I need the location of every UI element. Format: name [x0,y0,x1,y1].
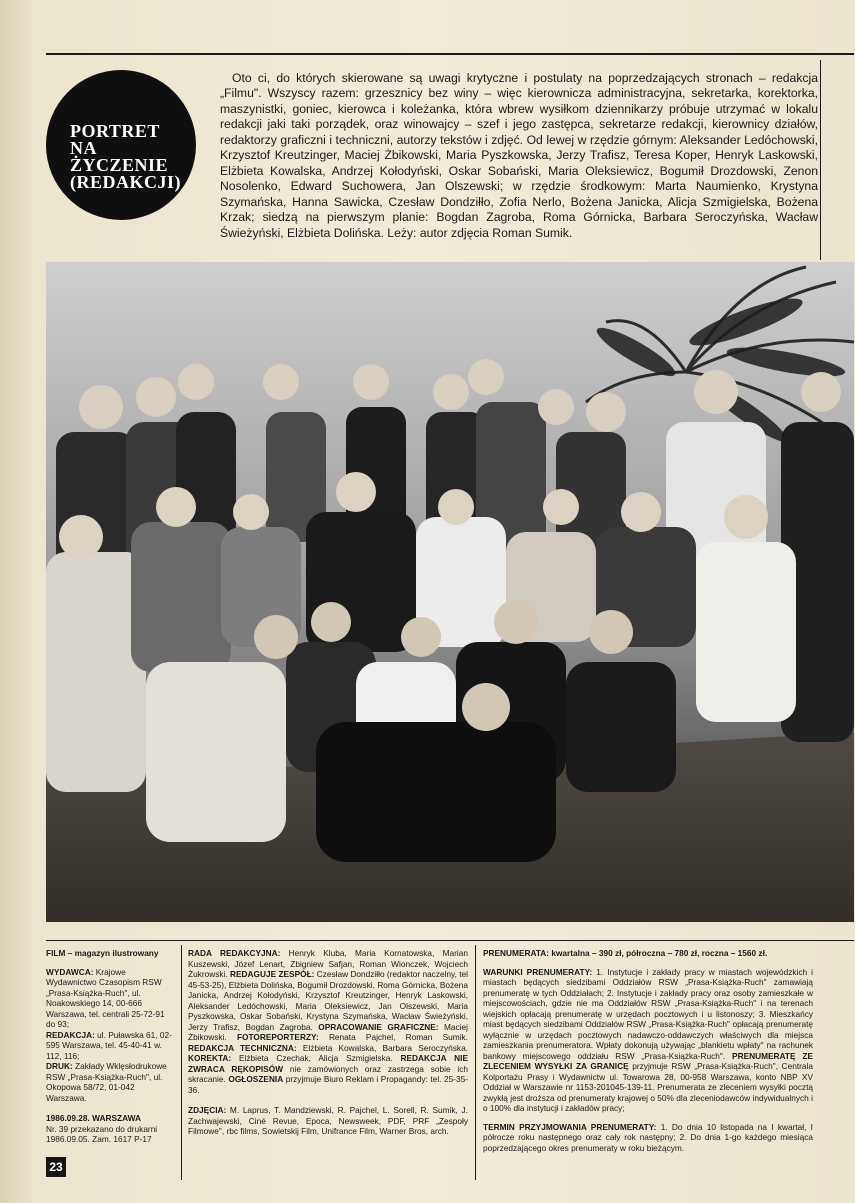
photo-text: Renata Pajchel, Roman Sumik. [318,1032,468,1042]
team-text: Czesław Dondziłło (redaktor naczelny, tel 45-53-25), Elżbieta Dolińska, Bogumił Drozdowski, Roma Górnicka, Bożena Janicka, Andrzej Kołodyński, Krzysztof Kreutzinger, Henryk Laskowski, Aleksander Ledóchowski, Maria Oleksiewicz, Jan Olszewski, Maria Pyszkowska, Oskar Sobański, Krystyna Szymańska, Wacław Świeżyński, Jerzy Trafisz, Bogdan Zagroba. [188,969,468,1032]
group-photo [46,262,854,922]
credits-label: ZDJĘCIA: [188,1105,227,1115]
col-rule-1 [181,945,182,1180]
photo-label: FOTOREPORTERZY: [236,1032,319,1042]
intro-paragraph: Oto ci, do których skierowane są uwagi krytyczne i postulaty na poprzedzających stronach – redakcja „Filmu". Wszyscy razem: grzesznicy bez winy – więc kierownicza administracyjna, sekretarka, korektorka, maszynistki, goniec, kierowca i koleżanka, która wbrew wysiłkom dziennikarzy próbuje utrzymać w lokalu redakcji jaki taki porządek, oraz winowajcy – szef i jego zastępca, sekretarze redakcji, kierownicy działów, redaktorzy graficzni i techniczni, autorzy tekstów i zdjęć. Od lewej w rzędzie górnym: Aleksander Ledóchowski, Krzysztof Kreutzinger, Maciej Żbikowski, Maria Pyszkowska, Jerzy Trafisz, Teresa Koper, Henryk Laskowski, Elżbieta Kowalska, Andrzej Kołodyński, Oskar Sobański, Maria Oleksiewicz, Bogumił Drozdowski, Zenon Nosolenko, Edward Suchowera, Jan Olszewski; w rzędzie środkowym: Marta Naumienko, Krystyna Szymańska, Hanna Sawicka, Czesław Dondziłło, Zofia Nerlo, Bożena Janicka, Alicja Szmigielska, Bożena Krzak; siedzą na pierwszym planie: Bogdan Zagroba, Roma Górnicka, Barbara Seroczyńska, Wacław Świeżyński, Elżbieta Dolińska. Leży: autor zdjęcia Roman Sumik. [220,71,818,240]
proof-label: KOREKTA: [188,1053,232,1063]
terms-label: WARUNKI PRENUMERATY: [483,966,593,977]
issue-info: Nr. 39 przekazano do drukarni 1986.09.05. Zam. 1617 P-17 [46,1123,158,1144]
terms-text: 1. Instytucje i zakłady pracy w miastach wojewódzkich i miastach będących siedzibami Oddziałów RSW „Prasa-Książka-Ruch" zamawiają prenumeratę w tych Oddziałach; 2. Instytucje i zakłady pracy oraz osoby zamieszkałe w miejscowościach, gdzie nie ma Oddziałów RSW „Prasa-Książka-Ruch" i na terenach wiejskich opłacają prenumeratę w urzędach pocztowych i u listonoszy; 3. Mieszkańcy miast będących siedzibami Oddziałów RSW „Prasa-Książka-Ruch" opłacają prenumeratę wyłącznie w urzędach pocztowych nadawczo-oddawczych właściwych dla miejsca zamieszkania prenumeratora. Wpłaty dokonują używając „blankietu wpłaty" na rachunek bankowy miejscowego oddziału RSW „Prasa-Książka-Ruch". [483,966,813,1061]
graphics-label: OPRACOWANIE GRAFICZNE: [318,1021,439,1032]
issue-date: 1986.09.28. WARSZAWA [46,1113,141,1123]
board-text: Henryk Kluba, Maria Kornatowska, Marian Kuszewski, Józef Lenart, Zbigniew Safjan, Roman Wionczek, Wojciech Żukrowski. [188,948,468,979]
tech-text: Elżbieta Kowalska, Barbara Seroczyńska. [296,1042,468,1053]
col-rule-2 [475,945,476,1180]
masthead: FILM – magazyn ilustrowany [46,948,159,958]
subscription-prices: PRENUMERATA: kwartalna – 390 zł, półroczna – 780 zł, roczna – 1560 zł. [483,948,768,958]
photo-credits [188,1105,468,1137]
badge-line-3: ŻYCZENIE [70,155,169,175]
editorial-board [188,948,468,1095]
deadline-text: 1. Do dnia 10 listopada na I kwartał, I półrocze roku następnego oraz cały rok następny; 2. Do dnia 1-go każdego miesiąca poprzedzającego okres prenumeraty w roku bieżącym. [483,1121,813,1153]
badge-line-2: NA [70,138,97,158]
board-label: RADA REDAKCYJNA: [188,948,281,958]
subscription-column [483,948,813,1153]
ads-text: przyjmuje Biuro Reklam i Propagandy: tel. 25-35-36. [188,1074,468,1095]
printer [46,1061,174,1103]
publisher-text: Krajowe Wydawnictwo Czasopism RSW „Prasa-Książka-Ruch", ul. Noakowskiego 14, 00-666 Warszawa, tel. centrali 25-72-91 do 93; [46,966,165,1029]
group-photo-illustration [46,262,854,922]
proof-text: Elżbieta Czechak, Alicja Szmigielska. [231,1053,393,1063]
printer-label: DRUK: [46,1061,73,1071]
team-label: REDAGUJE ZESPÓŁ: [230,969,315,979]
badge-line-1: PORTRET [70,121,160,141]
no-return-text: nie zamówionych oraz zastrzega sobie ich skracanie. [188,1063,469,1084]
editorial-label: REDAKCJA: [46,1029,95,1040]
deadline [483,1122,813,1154]
subscription-terms [483,967,813,1114]
editorial-address [46,1030,174,1062]
abroad-label: PRENUMERATĘ ZE ZLECENIEM WYSYŁKI ZA GRANICĘ [483,1050,813,1071]
staff-column [188,948,468,1137]
top-rule [46,53,854,55]
publisher [46,967,174,1030]
footer-rule [46,940,854,941]
graphics-text: Maciej Żbikowski. [188,1021,468,1042]
imprint-column [46,948,174,1145]
credits-text: M. Laprus, T. Mandziewski, R. Pajchel, L. Sorell, R. Sumik, J. Zachwajewski, Ciné Revue, Epoca, Newsweek, PDF, PRF „Zespoły Filmowe", rbc films, Sowietskij Film, Unifrance Film, Warner Bros, arch. [188,1105,468,1136]
right-rule [820,60,821,260]
printer-text: Zakłady Wklęsłodrukowe RSW „Prasa-Książka-Ruch", ul. Okopowa 58/72, 01-042 Warszawa. [46,1061,167,1103]
ads-label: OGŁOSZENIA [228,1074,284,1084]
tech-label: REDAKCJA TECHNICZNA: [188,1042,297,1053]
page-number: 23 [46,1157,66,1177]
publisher-label: WYDAWCA: [46,966,94,977]
badge-line-4: (REDAKCJI) [70,172,181,192]
abroad-text: przyjmuje RSW „Prasa-Książka-Ruch", Centrala Kolportażu Prasy i Wydawnictw ul. Towarowa 28, 00-958 Warszawa, konto NBP XV Oddział w Warszawie nr 1153-201045-139-11. Prenumerata ze zleceniem wysyłki pocztą zwykłą jest droższa od prenumeraty krajowej o 50% dla zleceniodawców indywidualnych i o 100% dla instytucji i zakładów pracy; [483,1061,813,1113]
no-return-label: REDAKCJA NIE ZWRACA RĘKOPISÓW [188,1053,468,1074]
deadline-label: TERMIN PRZYJMOWANIA PRENUMERATY: [483,1121,657,1132]
editorial-text: ul. Puławska 61, 02-595 Warszawa, tel. 45-40-41 w. 112, 116; [46,1029,172,1061]
section-badge [46,70,196,220]
